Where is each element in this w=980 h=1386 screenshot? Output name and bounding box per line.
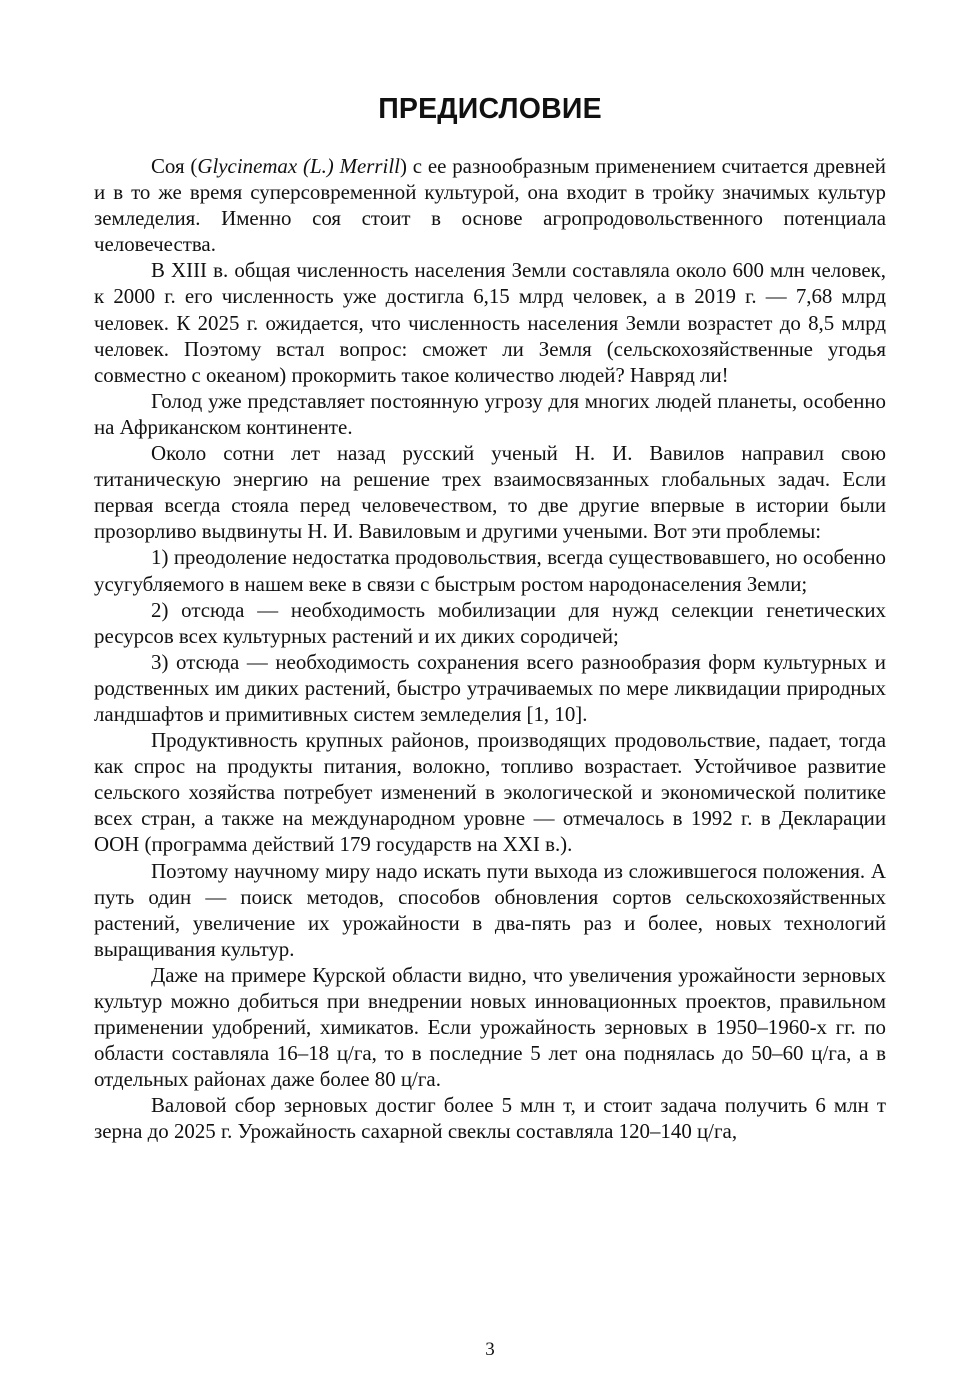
paragraph-6: Поэтому научному миру надо искать пути выхода из сложившегося положения. А путь один — поиск методов, способов обновления сортов сельскохозяйственных растений, увеличение их урожайности в два-пять раз и более, новых технологий выращивания культур. [94, 858, 886, 961]
list-item-3: 3) отсюда — необходимость сохранения всего разнообразия форм культурных и родственных им диких растений, быстро утрачиваемых по мере ликвидации природных ландшафтов и примитивных систем земледелия [1, 10]. [94, 649, 886, 726]
paragraph-3: Голод уже представляет постоянную угрозу для многих людей планеты, особенно на Африканском континенте. [94, 388, 886, 439]
page-title: ПРЕДИСЛОВИЕ [378, 93, 602, 125]
paragraph-7: Даже на примере Курской области видно, что увеличения урожайности зерновых культур можно добиться при внедрении новых инновационных проектов, правильном применении удобрений, химикатов. Если урожайность зерновых в 1950–1960-х гг. по области составляла 16–18 ц/га, то в последние 5 лет она поднялась до 50–60 ц/га, а в отдельных районах даже более 80 ц/га. [94, 962, 886, 1092]
paragraph-5: Продуктивность крупных районов, производящих продовольствие, падает, тогда как спрос на продукты питания, волокно, топливо возрастает. Устойчивое развитие сельского хозяйства потребует изменений в экологической и экономической политике всех стран, а также на международном уровне — отмечалось в 1992 г. в Декларации ООН (программа действий 179 государств на XXI в.). [94, 728, 886, 857]
paragraph-1-post: ) с ее разнообразным применением считается древней и в то же время суперсовременной культурой, она входит в тройку значимых культур земледелия. Именно соя стоит в основе агропродовольственного потенциала человечества. [94, 154, 886, 257]
paragraph-1-pre: Соя ( [151, 154, 198, 178]
latin-name: Glycinemax (L.) Merrill [197, 154, 400, 178]
list-item-1: 1) преодоление недостатка продовольствия, всегда существовавшего, но особенно усугубляемого в нашем веке в связи с быстрым ростом народонаселения Земли; [94, 545, 886, 596]
paragraph-1 [94, 153, 886, 257]
paragraph-8: Валовой сбор зерновых достиг более 5 млн т, и стоит задача получить 6 млн т зерна до 2025 г. Урожайность сахарной свеклы составляла 120–140 ц/га, [94, 1093, 886, 1144]
page-content [94, 86, 886, 1145]
page-number: 3 [485, 1339, 495, 1360]
paragraph-2: В XIII в. общая численность населения Земли составляла около 600 млн человек, к 2000 г. его численность уже достигла 6,15 млрд человек, а в 2019 г. — 7,68 млрд человек. К 2025 г. ожидается, что численность населения Земли возрастет до 8,5 млрд человек. Поэтому встал вопрос: сможет ли Земля (сельскохозяйственные угодья совместно с океаном) прокормить такое количество людей? Навряд ли! [94, 258, 886, 387]
paragraph-4: Около сотни лет назад русский ученый Н. И. Вавилов направил свою титаническую энергию на решение трех взаимосвязанных глобальных задач. Если первая всегда стояла перед человечеством, то две другие впервые в истории были прозорливо выдвинуты Н. И. Вавиловым и другими учеными. Вот эти проблемы: [94, 441, 886, 544]
body-text [94, 153, 886, 1145]
list-item-2: 2) отсюда — необходимость мобилизации для нужд селекции генетических ресурсов всех культурных растений и их диких сородичей; [94, 597, 886, 648]
